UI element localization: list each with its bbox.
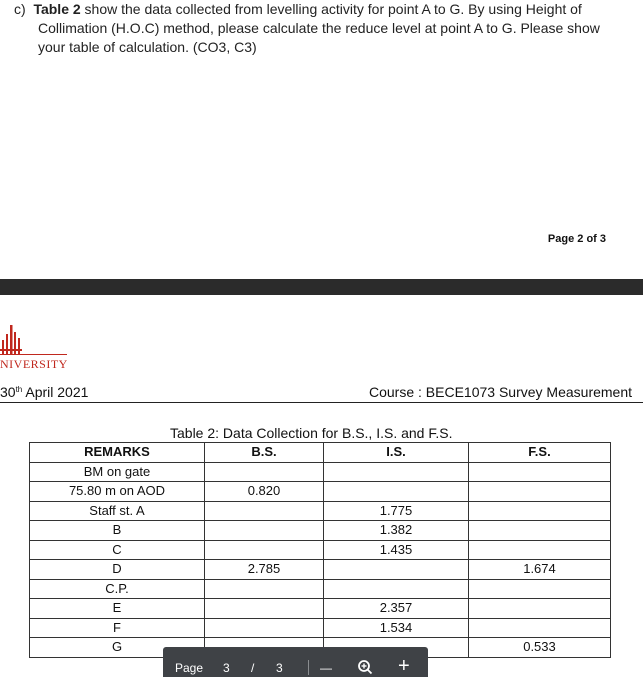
table-row: [30, 501, 611, 521]
pdf-viewer-toolbar: [163, 647, 428, 677]
table-cell: [469, 618, 611, 638]
table-cell: [324, 579, 469, 599]
table-cell: [205, 579, 324, 599]
table-cell: [324, 482, 469, 502]
zoom-in-button[interactable]: +: [398, 655, 410, 677]
total-pages: 3: [276, 661, 283, 675]
table-row: [30, 560, 611, 580]
table-row: [30, 599, 611, 619]
logo-text: NIVERSITY: [0, 357, 68, 371]
table-cell: 75.80 m on AOD: [30, 482, 205, 502]
table-row: [30, 462, 611, 482]
table-cell: 1.382: [324, 521, 469, 541]
table-cell: G: [30, 638, 205, 658]
table-cell: E: [30, 599, 205, 619]
table-cell: [324, 462, 469, 482]
table-cell: 2.357: [324, 599, 469, 619]
page-divider: [0, 279, 643, 295]
table-cell: [205, 618, 324, 638]
question-c: [14, 0, 614, 57]
table-cell: [469, 579, 611, 599]
header-remarks: REMARKS: [30, 443, 205, 463]
zoom-out-button[interactable]: —: [320, 661, 332, 675]
course-code: Course : BECE1073 Survey Measurement: [369, 384, 633, 400]
table-cell: 2.785: [205, 560, 324, 580]
question-bold-lead: Table 2: [33, 1, 81, 17]
table-cell: [324, 560, 469, 580]
page-separator: /: [251, 661, 255, 675]
table-cell: C: [30, 540, 205, 560]
table-row: [30, 521, 611, 541]
question-prefix: c): [14, 1, 26, 17]
table-cell: [469, 521, 611, 541]
logo-underline: [0, 354, 67, 355]
table-row: [30, 579, 611, 599]
table-row: [30, 618, 611, 638]
page-footer: Page 2 of 3: [547, 233, 606, 245]
table-cell: [469, 599, 611, 619]
table-cell: 1.534: [324, 618, 469, 638]
zoom-search-icon[interactable]: [357, 659, 373, 675]
table-cell: 0.820: [205, 482, 324, 502]
table-cell: [469, 540, 611, 560]
table-row: [30, 540, 611, 560]
table-cell: [205, 599, 324, 619]
table-row: [30, 482, 611, 502]
table-cell: [469, 501, 611, 521]
header-rule: [0, 402, 643, 403]
table-cell: [205, 501, 324, 521]
table-cell: B: [30, 521, 205, 541]
question-text: show the data collected from levelling activity for point A to G. By using Height of Collimation (H.O.C) method, please calculate the reduce level at point A to G. Please show your table of calculation. (CO3, C3): [38, 1, 600, 55]
table-cell: 0.533: [469, 638, 611, 658]
toolbar-separator: [308, 660, 309, 675]
table-cell: D: [30, 560, 205, 580]
table-cell: [469, 482, 611, 502]
table-cell: 1.775: [324, 501, 469, 521]
table-cell: 1.674: [469, 560, 611, 580]
table-cell: [205, 540, 324, 560]
page-label: Page: [175, 661, 204, 675]
table-header-row: [30, 443, 611, 463]
table-cell: 1.435: [324, 540, 469, 560]
header-bs: B.S.: [205, 443, 324, 463]
header-is: I.S.: [324, 443, 469, 463]
table-cell: F: [30, 618, 205, 638]
table-cell: [205, 462, 324, 482]
table-cell: Staff st. A: [30, 501, 205, 521]
table-cell: C.P.: [30, 579, 205, 599]
exam-date: 30th April 2021: [0, 384, 89, 400]
table-caption: Table 2: Data Collection for B.S., I.S. and F.S.: [170, 425, 453, 441]
table-cell: [469, 462, 611, 482]
header-fs: F.S.: [469, 443, 611, 463]
levelling-data-table: [29, 442, 611, 658]
current-page-input[interactable]: 3: [223, 661, 230, 675]
table-cell: BM on gate: [30, 462, 205, 482]
table-cell: [205, 521, 324, 541]
